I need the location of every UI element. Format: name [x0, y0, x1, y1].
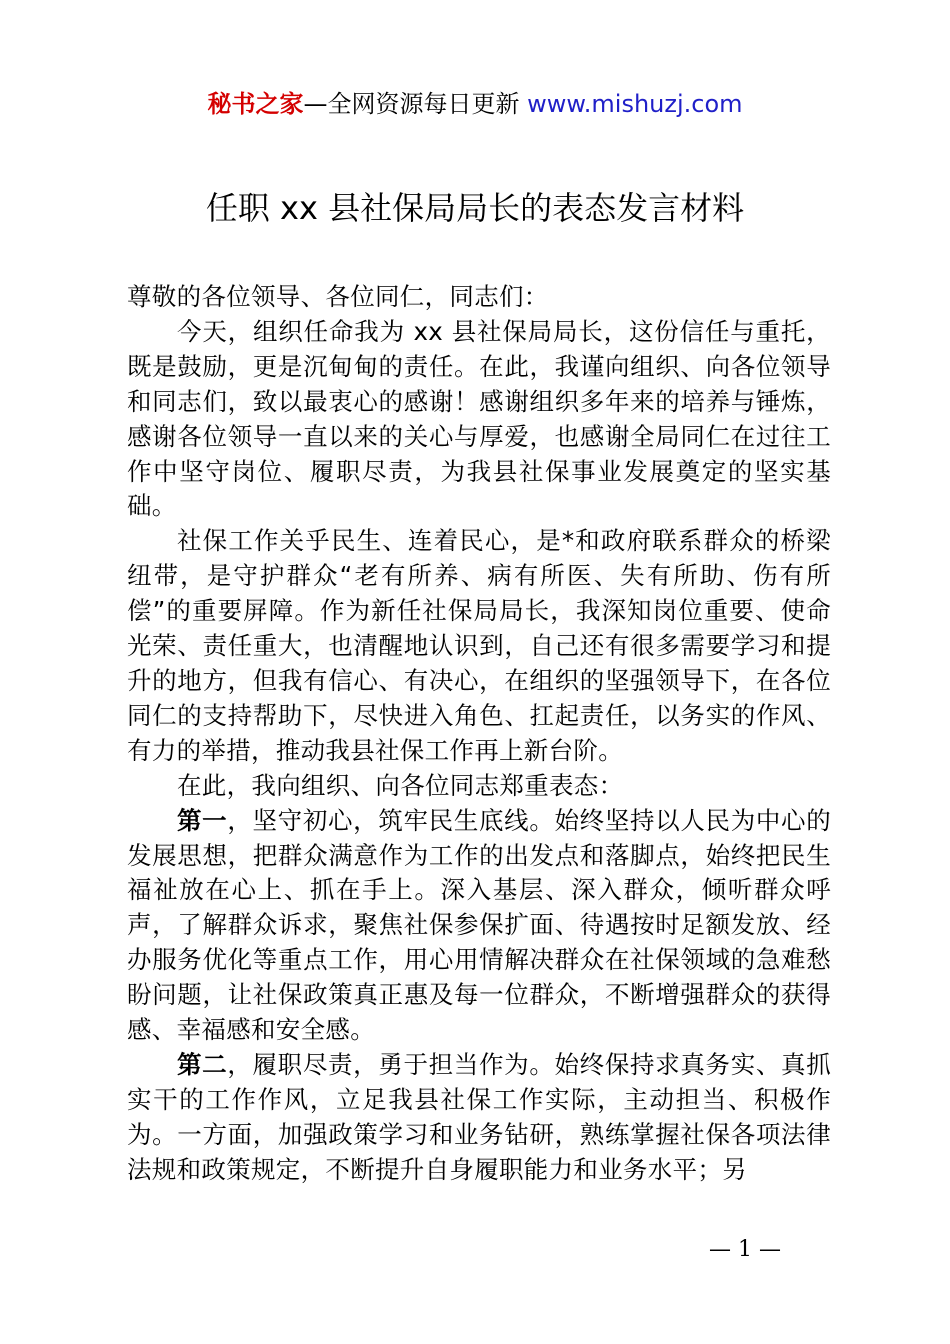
point-first-label: 第一: [177, 805, 228, 835]
point-second-label: 第二: [177, 1049, 228, 1079]
site-brand: 秘书之家: [207, 90, 304, 118]
point-second-text: ，履职尽责，勇于担当作为。始终保持求真务实、真抓实干的工作作风，立足我县社保工作实际，主动担当、积极作为。一方面，加强政策学习和业务钻研，熟练掌握社保各项法律法规和政策规定，不断提升自身履职能力和业务水平；另: [127, 1049, 831, 1184]
site-url-link[interactable]: www.mishuzj.com: [527, 90, 743, 118]
point-first: [127, 804, 831, 1048]
document-body: [127, 280, 831, 1188]
paragraph-pledge-intro: 在此，我向组织、向各位同志郑重表态：: [177, 770, 624, 800]
point-first-text: ，坚守初心，筑牢民生底线。始终坚持以人民为中心的发展思想，把群众满意作为工作的出发点和落脚点，始终把民生福祉放在心上、抓在手上。深入基层、深入群众，倾听群众呼声，了解群众诉求，聚焦社保参保扩面、待遇按时足额发放、经办服务优化等重点工作，用心用情解决群众在社保领域的急难愁盼问题，让社保政策真正惠及每一位群众，不断增强群众的获得感、幸福感和安全感。: [127, 805, 831, 1045]
salutation: 尊敬的各位领导、各位同仁，同志们：: [127, 282, 549, 311]
document-title: 任职 xx 县社保局局长的表态发言材料: [205, 189, 745, 227]
paragraph-intro: 今天，组织任命我为 xx 县社保局局长，这份信任与重托，既是鼓励，更是沉甸甸的责任。在此，我谨向组织、向各位领导和同志们，致以最衷心的感谢！感谢组织多年来的培养与锤炼，感谢各位领导一直以来的关心与厚爱，也感谢全局同仁在过往工作中坚守岗位、履职尽责，为我县社保事业发展奠定的坚实基础。: [127, 316, 831, 521]
site-tagline: —全网资源每日更新: [303, 90, 528, 118]
page-number: — 1 —: [709, 1237, 781, 1262]
site-header: [0, 88, 950, 120]
point-second: [127, 1048, 831, 1188]
paragraph-context: 社保工作关乎民生、连着民心，是*和政府联系群众的桥梁纽带，是守护群众“老有所养、病有所医、失有所助、伤有所偿”的重要屏障。作为新任社保局局长，我深知岗位重要、使命光荣、责任重大，也清醒地认识到，自己还有很多需要学习和提升的地方，但我有信心、有决心，在组织的坚强领导下，在各位同仁的支持帮助下，尽快进入角色、扛起责任，以务实的作风、有力的举措，推动我县社保工作再上新台阶。: [127, 526, 831, 765]
